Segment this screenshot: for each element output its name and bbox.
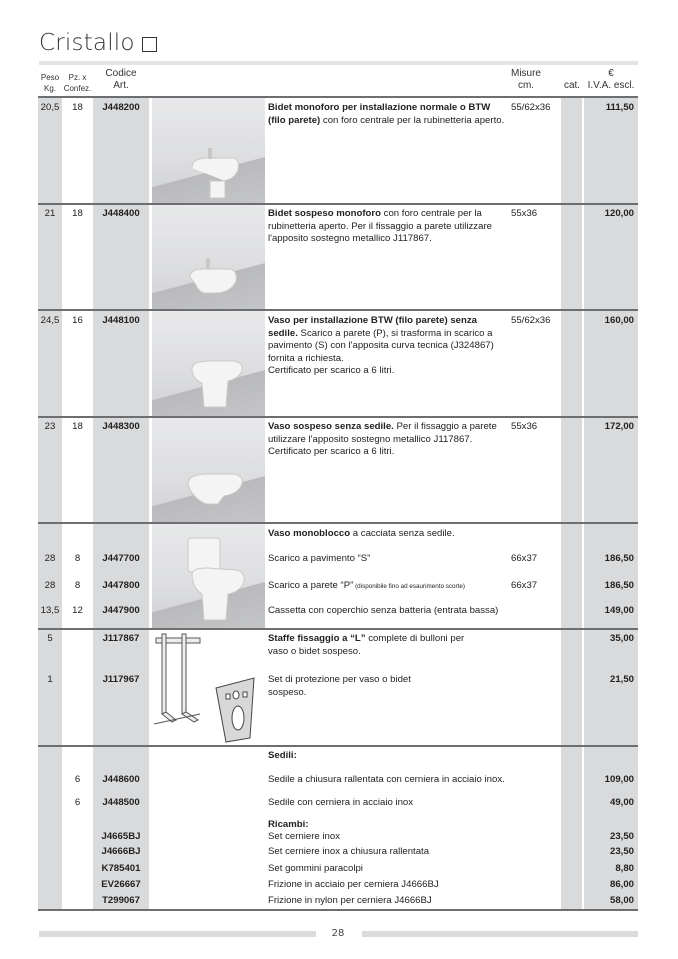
- price: 111,50: [605, 102, 634, 113]
- price: 160,00: [604, 315, 634, 326]
- header-pz-line2: Confez.: [63, 84, 92, 93]
- product-description-text: con foro centrale per la rubinetteria aperto.: [320, 114, 505, 126]
- price: 86,00: [609, 879, 634, 890]
- dimensions: 66x37: [511, 580, 538, 591]
- weight: 5: [47, 633, 53, 644]
- pieces: 18: [72, 102, 83, 113]
- sedili-heading: Sedili:: [268, 750, 297, 761]
- header-divider: [38, 96, 638, 98]
- row-divider: [38, 203, 638, 205]
- product-description: [268, 580, 508, 594]
- header-codice: [93, 68, 149, 92]
- price: 8,80: [615, 863, 634, 874]
- product-description: [268, 102, 508, 127]
- product-code: T299067: [102, 895, 140, 906]
- page-number: 28: [331, 928, 345, 939]
- header-peso-line2: Kg.: [43, 84, 56, 93]
- pieces: 6: [74, 797, 81, 808]
- row-divider: [38, 416, 638, 418]
- price: 120,00: [604, 208, 634, 219]
- close-coupled-toilet-image: [152, 524, 265, 628]
- product-code: J447900: [102, 605, 140, 616]
- product-description-text: complete di bulloni per vaso o bidet sospeso.: [268, 633, 465, 657]
- header-misure-line2: cm.: [517, 80, 535, 91]
- product-code: J448200: [102, 102, 140, 113]
- price: 186,50: [604, 580, 634, 591]
- toilet-wall-hung-image: [152, 418, 265, 522]
- dimensions: 55/62x36: [511, 315, 551, 326]
- price: 149,00: [604, 605, 634, 616]
- product-description-text: Scarico a parete “P”: [268, 580, 354, 591]
- page-title-text: Cristallo: [39, 30, 135, 56]
- product-description: Scarico a pavimento “S”: [268, 553, 371, 564]
- weight: 28: [44, 580, 56, 591]
- header-price-line1: €: [608, 68, 614, 79]
- product-code: EV26667: [101, 879, 141, 890]
- header-peso-line1: Peso: [40, 73, 60, 82]
- pieces: 16: [72, 315, 83, 326]
- dimensions: 55/62x36: [511, 102, 551, 113]
- product-description-note: Certificato per scarico a 6 litri.: [268, 446, 395, 457]
- product-description: [268, 421, 508, 459]
- footer-bar-left: [39, 931, 316, 937]
- product-description: Set di protezione per vaso o bidet sospeso.: [268, 674, 411, 698]
- pieces: 18: [72, 208, 83, 219]
- price: 23,50: [609, 846, 634, 857]
- weight: 13,5: [40, 605, 60, 616]
- title-divider: [39, 61, 638, 65]
- price: 21,50: [609, 674, 634, 685]
- product-description-text: Per il fissaggio a parete utilizzare l'apposito sostegno metallico J117867.: [268, 421, 497, 445]
- weight: 23: [44, 421, 56, 432]
- product-code: J4666BJ: [101, 846, 141, 857]
- product-description: Frizione in acciaio per cerniera J4666BJ: [268, 879, 439, 890]
- product-code: K785401: [101, 863, 141, 874]
- row-divider: [38, 522, 638, 524]
- price: 186,50: [604, 553, 634, 564]
- product-code: J448100: [102, 315, 140, 326]
- pieces: 6: [74, 774, 81, 785]
- monoblocco-heading: [268, 528, 558, 541]
- product-description: Cassetta con coperchio senza batteria (entrata bassa): [268, 605, 499, 616]
- product-description: [268, 633, 468, 658]
- ricambi-heading: Ricambi:: [268, 819, 309, 830]
- price: 35,00: [609, 633, 634, 644]
- header-pz: [62, 72, 93, 94]
- price: 23,50: [609, 831, 634, 842]
- product-code: J447700: [102, 553, 140, 564]
- product-description: Sedile a chiusura rallentata con cerniera in acciaio inox.: [268, 774, 505, 785]
- product-description: Set gommini paracolpi: [268, 863, 363, 874]
- product-code: J447800: [102, 580, 140, 591]
- brackets-and-protection-set-image: [150, 630, 265, 745]
- product-description-text: Scarico a parete (P), si trasforma in scarico a pavimento (S) con l'apposita curva tecnica (J324867) fornita a richiesta.: [268, 327, 494, 364]
- toilet-btw-image: [152, 311, 265, 416]
- product-code: J117967: [102, 674, 140, 685]
- availability-note: (disponibile fino ad esaurimento scorte): [353, 583, 465, 590]
- row-divider: [38, 745, 638, 747]
- header-codice-line1: Codice: [105, 68, 137, 79]
- product-description-note: Certificato per scarico a 6 litri.: [268, 365, 395, 376]
- pieces: 12: [72, 605, 83, 616]
- product-description-bold: Vaso sospeso senza sedile.: [268, 421, 394, 432]
- product-description: Frizione in nylon per cerniera J4666BJ: [268, 895, 432, 906]
- product-description: Sedile con cerniera in acciaio inox: [268, 797, 414, 808]
- product-description: Set cerniere inox: [268, 831, 340, 842]
- bidet-floor-image: [152, 98, 265, 203]
- product-code: J448400: [102, 208, 140, 219]
- price: 49,00: [609, 797, 634, 808]
- dimensions: 55x36: [511, 208, 538, 219]
- weight: 1: [47, 674, 53, 685]
- product-description-bold: Bidet sospeso monoforo: [268, 208, 381, 219]
- header-peso: [38, 72, 62, 94]
- product-code: J448500: [102, 797, 140, 808]
- weight: 24,5: [40, 315, 60, 326]
- product-description: Set cerniere inox a chiusura rallentata: [268, 846, 430, 857]
- header-price: [584, 68, 638, 92]
- product-description-bold: Staffe fissaggio a “L”: [268, 633, 366, 644]
- header-price-line2: I.V.A. escl.: [587, 80, 635, 91]
- product-code: J448600: [102, 774, 140, 785]
- header-codice-line2: Art.: [113, 80, 129, 91]
- product-description-bold: Bidet monoforo per installazione normale o BTW (filo parete): [268, 102, 491, 126]
- header-misure-line1: Misure: [510, 68, 541, 79]
- product-description: [268, 315, 508, 378]
- monoblocco-heading-bold: Vaso monoblocco: [268, 528, 351, 539]
- bidet-wall-hung-image: [152, 205, 265, 309]
- page-title: [39, 30, 157, 56]
- price: 58,00: [609, 895, 634, 906]
- square-outline-icon: [142, 37, 157, 52]
- price: 109,00: [604, 774, 634, 785]
- dimensions: 55x36: [511, 421, 538, 432]
- weight: 28: [44, 553, 56, 564]
- product-description-bold: Vaso per installazione BTW (filo parete) senza sedile.: [268, 315, 477, 339]
- price: 172,00: [604, 421, 634, 432]
- header-pz-line1: Pz. x: [68, 73, 87, 82]
- weight: 20,5: [40, 102, 60, 113]
- product-code: J448300: [102, 421, 140, 432]
- row-divider: [38, 309, 638, 311]
- header-cat: cat.: [563, 80, 581, 91]
- header-misure: [505, 68, 547, 92]
- product-code: J4665BJ: [101, 831, 141, 842]
- weight: 21: [44, 208, 56, 219]
- pieces: 8: [74, 580, 81, 591]
- pieces: 18: [72, 421, 83, 432]
- pieces: 8: [74, 553, 81, 564]
- product-description: [268, 208, 508, 246]
- footer-bar-right: [362, 931, 638, 937]
- dimensions: 66x37: [511, 553, 538, 564]
- product-description-text: con foro centrale per la rubinetteria aperto. Per il fissaggio a parete utilizzare l'apposito sostegno metallico J117867.: [268, 208, 492, 244]
- cat-column-shade: [561, 97, 582, 910]
- product-code: J117867: [102, 633, 140, 644]
- monoblocco-heading-text: a cacciata senza sedile.: [350, 528, 455, 539]
- table-bottom-divider: [38, 909, 638, 911]
- row-divider: [38, 628, 638, 630]
